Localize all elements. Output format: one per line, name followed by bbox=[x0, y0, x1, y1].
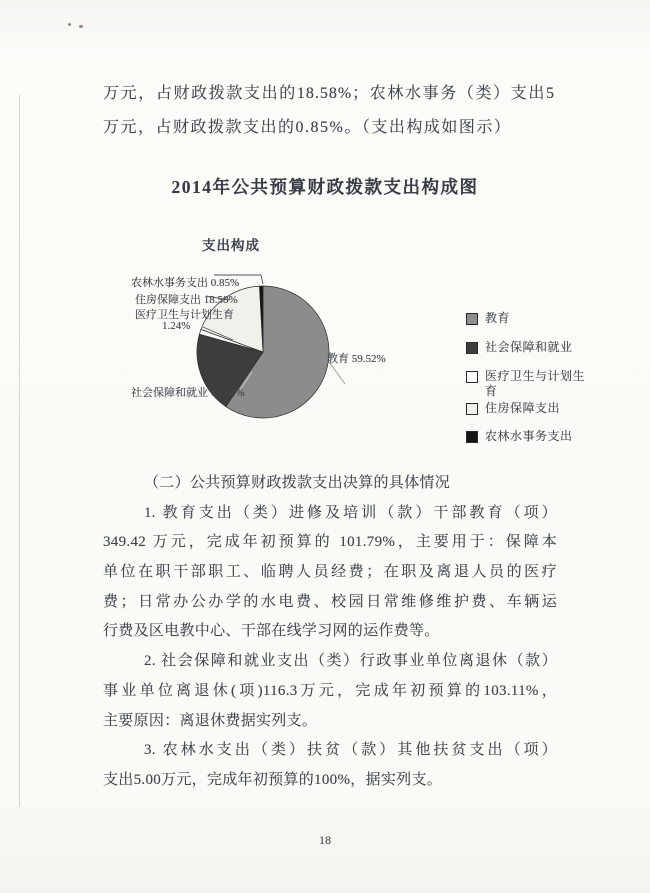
paragraph-line: 主要原因：离退休费据实列支。 bbox=[103, 712, 318, 729]
slice-label-yiliao: 医疗卫生与计划生育 bbox=[135, 309, 234, 321]
slice-label-zhufang: 住房保障支出 18.58% bbox=[135, 294, 238, 306]
scan-fold-artifact bbox=[19, 95, 20, 807]
pie-chart-title: 支出构成 bbox=[202, 238, 260, 253]
paragraph-line: 单位在职干部职工、临聘人员经费；在职及离退人员的医疗 bbox=[103, 564, 557, 581]
paragraph-line: （二）公共预算财政拨款支出决算的具体情况 bbox=[144, 475, 451, 491]
slice-label-shebao: 社会保障和就业 19.81% bbox=[131, 387, 245, 399]
legend-swatch-icon bbox=[466, 403, 478, 415]
paragraph-line: 1. 教育支出（类）进修及培训（款）干部教育（项） bbox=[144, 504, 557, 521]
paragraph-line: 支出5.00万元，完成年初预算的100%，据实列支。 bbox=[103, 771, 443, 788]
legend-item-nonglinshui bbox=[466, 429, 587, 444]
legend-label: 住房保障支出 bbox=[485, 401, 561, 415]
legend-swatch-icon bbox=[466, 313, 478, 325]
paragraph-line: 349.42 万元，完成年初预算的 101.79%，主要用于：保障本 bbox=[103, 534, 557, 551]
legend-label: 医疗卫生与计划生育 bbox=[485, 369, 586, 398]
paragraph-line: 万元，占财政拨款支出的0.85%。（支出构成如图示） bbox=[103, 119, 512, 136]
slice-label-nonglinshui: 农林水事务支出 0.85% bbox=[131, 277, 240, 289]
paragraph-line: 事业单位离退休(项)116.3万元，完成年初预算的103.11%， bbox=[103, 682, 557, 699]
slice-label-jiaoyu: 教育 59.52% bbox=[327, 353, 386, 365]
paragraph-line: 费；日常办公办学的水电费、校园日常维修维护费、车辆运 bbox=[103, 593, 557, 610]
legend-item-shebao bbox=[466, 340, 587, 355]
legend-label: 社会保障和就业 bbox=[485, 340, 573, 354]
legend-label: 教育 bbox=[485, 311, 511, 325]
scan-speck bbox=[68, 23, 71, 26]
body-paragraphs bbox=[103, 469, 557, 796]
leader-line-jiaoyu bbox=[330, 363, 345, 384]
legend-item-jiaoyu bbox=[466, 311, 587, 326]
paragraph-line: 行费及区电教中心、干部在线学习网的运作费等。 bbox=[103, 623, 440, 640]
legend-item-yiliao bbox=[466, 369, 587, 399]
page-number: 18 bbox=[319, 833, 331, 847]
chart-section-title: 2014年公共预算财政拨款支出构成图 bbox=[171, 177, 479, 197]
legend-swatch-icon bbox=[466, 342, 478, 354]
slice-label-yiliao-value: 1.24% bbox=[162, 320, 191, 332]
legend-swatch-icon bbox=[466, 431, 478, 443]
legend-item-zhufang bbox=[466, 401, 587, 416]
paragraph-line: 万元，占财政拨款支出的18.58%；农林水事务（类）支出5 bbox=[103, 85, 555, 102]
paragraph-line: 3. 农林水支出（类）扶贫（款）其他扶贫支出（项） bbox=[144, 742, 557, 759]
paragraph-line: 2. 社会保障和就业支出（类）行政事业单位离退休（款） bbox=[144, 653, 557, 670]
legend-label: 农林水事务支出 bbox=[485, 429, 573, 443]
scan-speck bbox=[79, 25, 83, 28]
legend-swatch-icon bbox=[466, 371, 478, 383]
